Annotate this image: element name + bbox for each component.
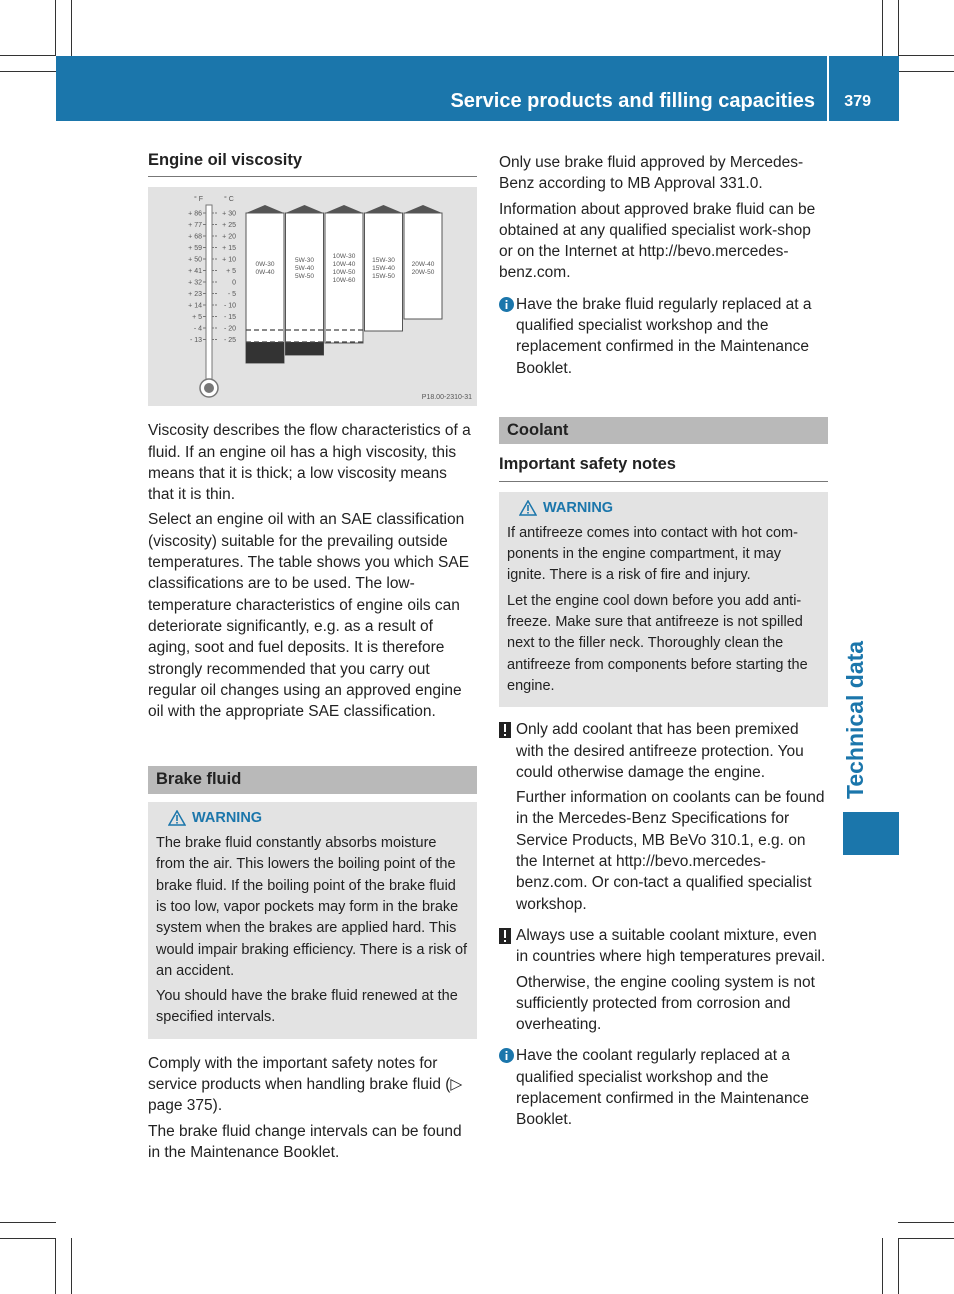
info-note — [499, 294, 828, 379]
viscosity-bar — [286, 213, 324, 355]
crop-mark — [898, 55, 954, 56]
fahrenheit-tick: + 50 — [188, 256, 202, 264]
exclamation-icon — [499, 928, 511, 944]
fahrenheit-tick: + 86 — [188, 210, 202, 218]
thermometer-tube — [206, 205, 212, 381]
viscosity-grade-label: 15W-50 — [372, 273, 395, 281]
coolant-warning-box — [499, 492, 828, 708]
brake-fluid-warning-box — [148, 802, 477, 1039]
warning-text: You should have the brake fluid renewed at the specified intervals. — [156, 988, 458, 1026]
viscosity-grade-label: 20W-40 — [411, 261, 435, 269]
celsius-tick: + 20 — [222, 233, 236, 241]
fahrenheit-label: ° F — [194, 196, 204, 204]
crop-mark — [898, 1238, 899, 1294]
caution-text: Further information on coolants can be found in the Mercedes-Benz Specifications for Service Products, MB BeVo 310.1, e.g. on the Internet at http://bevo.mercedes-benz.com. Or con-tact a qualified specialist workshop. — [516, 789, 825, 913]
warning-header — [507, 498, 820, 519]
header-divider — [827, 56, 829, 121]
bar-low-temp-region — [246, 342, 284, 363]
viscosity-bar-top — [404, 205, 442, 213]
coolant-heading: Coolant — [499, 417, 828, 444]
warning-title: WARNING — [192, 809, 263, 826]
thermometer-bulb-fill — [204, 383, 214, 393]
warning-title: WARNING — [543, 499, 614, 516]
viscosity-bar-top — [365, 205, 403, 213]
celsius-tick: - 25 — [223, 337, 236, 345]
viscosity-grade-label: 10W-50 — [332, 269, 356, 277]
viscosity-grade-label: 10W-40 — [332, 261, 356, 269]
caution-note — [499, 925, 828, 1035]
engine-oil-paragraph: Viscosity describes the flow characteristics of a fluid. If an engine oil has a high viscosity, this means that it is thick; a low viscosity means that it is thin. — [148, 422, 471, 504]
crop-mark — [898, 0, 899, 56]
engine-oil-paragraph: Select an engine oil with an SAE classification (viscosity) suitable for the prevailing outside temperatures. The table shows you which SAE classifications are to be used. The low-temperature characteristics of engine oils can deteriorate significantly, e.g. as a result of aging, soot and fuel deposits. It is therefore strongly recommended that you carry out regular oil changes using an approved engine oil with the appropriate SAE classification. — [148, 511, 470, 721]
text-span: Comply with the important safety notes for service products when handling brake fluid ( — [148, 1054, 451, 1094]
caution-text: Otherwise, the engine cooling system is not sufficiently protected from corrosion and overheating. — [516, 973, 815, 1034]
engine-oil-heading: Engine oil viscosity — [148, 150, 477, 177]
viscosity-grade-label: 5W-30 — [294, 257, 315, 265]
celsius-tick: + 5 — [226, 268, 236, 276]
viscosity-diagram — [148, 187, 477, 406]
text-span: ). — [212, 1097, 223, 1115]
right-column — [499, 152, 828, 1135]
viscosity-bar — [365, 213, 403, 331]
celsius-tick: - 15 — [223, 314, 236, 322]
section-tab-marker — [843, 812, 899, 855]
warning-text: The brake fluid constantly absorbs moisture from the air. This lowers the boiling point of the brake fluid. If the boiling point of the brake fluid is too low, vapor pockets may form in the brake system when the brakes are applied hard. This would impair braking efficiency. There is a risk of an accident. — [156, 835, 468, 979]
crop-mark — [882, 0, 883, 56]
left-column — [148, 150, 477, 1167]
warning-header — [156, 808, 469, 829]
viscosity-grade-label: 5W-50 — [294, 273, 315, 281]
fahrenheit-tick: + 23 — [188, 291, 202, 299]
brake-fluid-paragraph — [148, 1053, 477, 1117]
section-tab-label: Technical data — [842, 640, 868, 799]
crop-mark — [882, 1238, 883, 1294]
exclamation-icon — [499, 722, 511, 738]
info-note-text: Have the brake fluid regularly replaced at a qualified specialist workshop and the replacement confirmed in the Maintenance Booklet. — [516, 295, 812, 377]
fahrenheit-tick: + 41 — [188, 268, 202, 276]
info-note — [499, 1045, 828, 1130]
fahrenheit-tick: - 13 — [189, 337, 202, 345]
brake-fluid-intro: Only use brake fluid approved by Mercedes-Benz according to MB Approval 331.0. — [499, 154, 804, 193]
crop-mark — [0, 1238, 56, 1239]
crop-mark — [898, 1222, 954, 1223]
fahrenheit-tick: + 32 — [188, 279, 202, 287]
celsius-tick: + 15 — [222, 245, 236, 253]
caution-text: Always use a suitable coolant mixture, even in countries where high temperatures prevail. — [516, 926, 826, 966]
page-header — [56, 56, 899, 121]
crop-mark — [0, 55, 56, 56]
brake-fluid-intro: Information about approved brake fluid can be obtained at any qualified specialist work-shop or on the Internet at http://bevo.mercedes-benz.com. — [499, 200, 816, 282]
fahrenheit-tick: + 5 — [192, 314, 202, 322]
warning-triangle-icon — [519, 500, 537, 516]
crop-mark — [71, 1238, 72, 1294]
caution-note — [499, 719, 828, 915]
crop-mark — [898, 71, 954, 72]
celsius-tick: - 5 — [227, 291, 236, 299]
warning-text: Let the engine cool down before you add anti-freeze. Make sure that antifreeze is not spilled next to the filler neck. Thoroughly clean the antifreeze from components before starting the engine. — [507, 592, 808, 694]
warning-text: If antifreeze comes into contact with hot com-ponents in the engine compartment, it may ignite. There is a risk of fire and injury. — [507, 524, 798, 584]
viscosity-grade-label: 5W-40 — [294, 265, 315, 273]
crop-mark — [55, 1238, 56, 1294]
crop-mark — [0, 71, 56, 72]
viscosity-bar — [246, 213, 284, 363]
caution-text: Only add coolant that has been premixed with the desired antifreeze protection. You could otherwise damage the engine. — [516, 721, 804, 781]
celsius-tick: - 10 — [223, 302, 236, 310]
page-number: 379 — [844, 93, 871, 110]
viscosity-grade-label: 15W-40 — [372, 265, 395, 273]
engine-oil-text — [148, 420, 477, 722]
viscosity-bar-top — [246, 205, 284, 213]
crop-mark — [71, 0, 72, 56]
viscosity-grade-label: 15W-30 — [372, 257, 395, 265]
celsius-label: ° C — [224, 196, 234, 204]
crop-mark — [898, 1238, 954, 1239]
crop-mark — [55, 0, 56, 56]
bar-low-temp-region — [286, 342, 324, 355]
info-note-text: Have the coolant regularly replaced at a qualified specialist workshop and the replacement confirmed in the Maintenance Booklet. — [516, 1047, 809, 1129]
viscosity-grade-label: 0W-40 — [255, 269, 275, 277]
viscosity-figure — [148, 187, 477, 406]
crop-mark — [0, 1222, 56, 1223]
celsius-tick: + 10 — [222, 256, 236, 264]
page-reference-link[interactable]: ▷ page 375 — [148, 1076, 463, 1115]
celsius-tick: + 25 — [222, 222, 236, 230]
viscosity-grade-label: 10W-30 — [332, 253, 356, 261]
warning-triangle-icon — [168, 810, 186, 826]
safety-notes-heading: Important safety notes — [499, 454, 828, 481]
brake-fluid-paragraph: The brake fluid change intervals can be found in the Maintenance Booklet. — [148, 1122, 462, 1161]
page-title: Service products and filling capacities — [450, 90, 815, 112]
fahrenheit-tick: + 77 — [188, 222, 202, 230]
fahrenheit-tick: + 59 — [188, 245, 202, 253]
fahrenheit-tick: + 14 — [188, 302, 202, 310]
viscosity-bar-top — [286, 205, 324, 213]
celsius-tick: 0 — [232, 279, 236, 287]
info-icon — [499, 1048, 514, 1063]
figure-code: P18.00-2310-31 — [421, 394, 472, 402]
fahrenheit-tick: - 4 — [193, 325, 202, 333]
celsius-tick: + 30 — [222, 210, 236, 218]
viscosity-grade-label: 0W-30 — [255, 261, 275, 269]
viscosity-grade-label: 20W-50 — [411, 269, 435, 277]
celsius-tick: - 20 — [223, 325, 236, 333]
fahrenheit-tick: + 68 — [188, 233, 202, 241]
viscosity-bar-top — [325, 205, 363, 213]
info-icon — [499, 297, 514, 312]
brake-fluid-heading: Brake fluid — [148, 766, 477, 793]
viscosity-grade-label: 10W-60 — [332, 277, 356, 285]
